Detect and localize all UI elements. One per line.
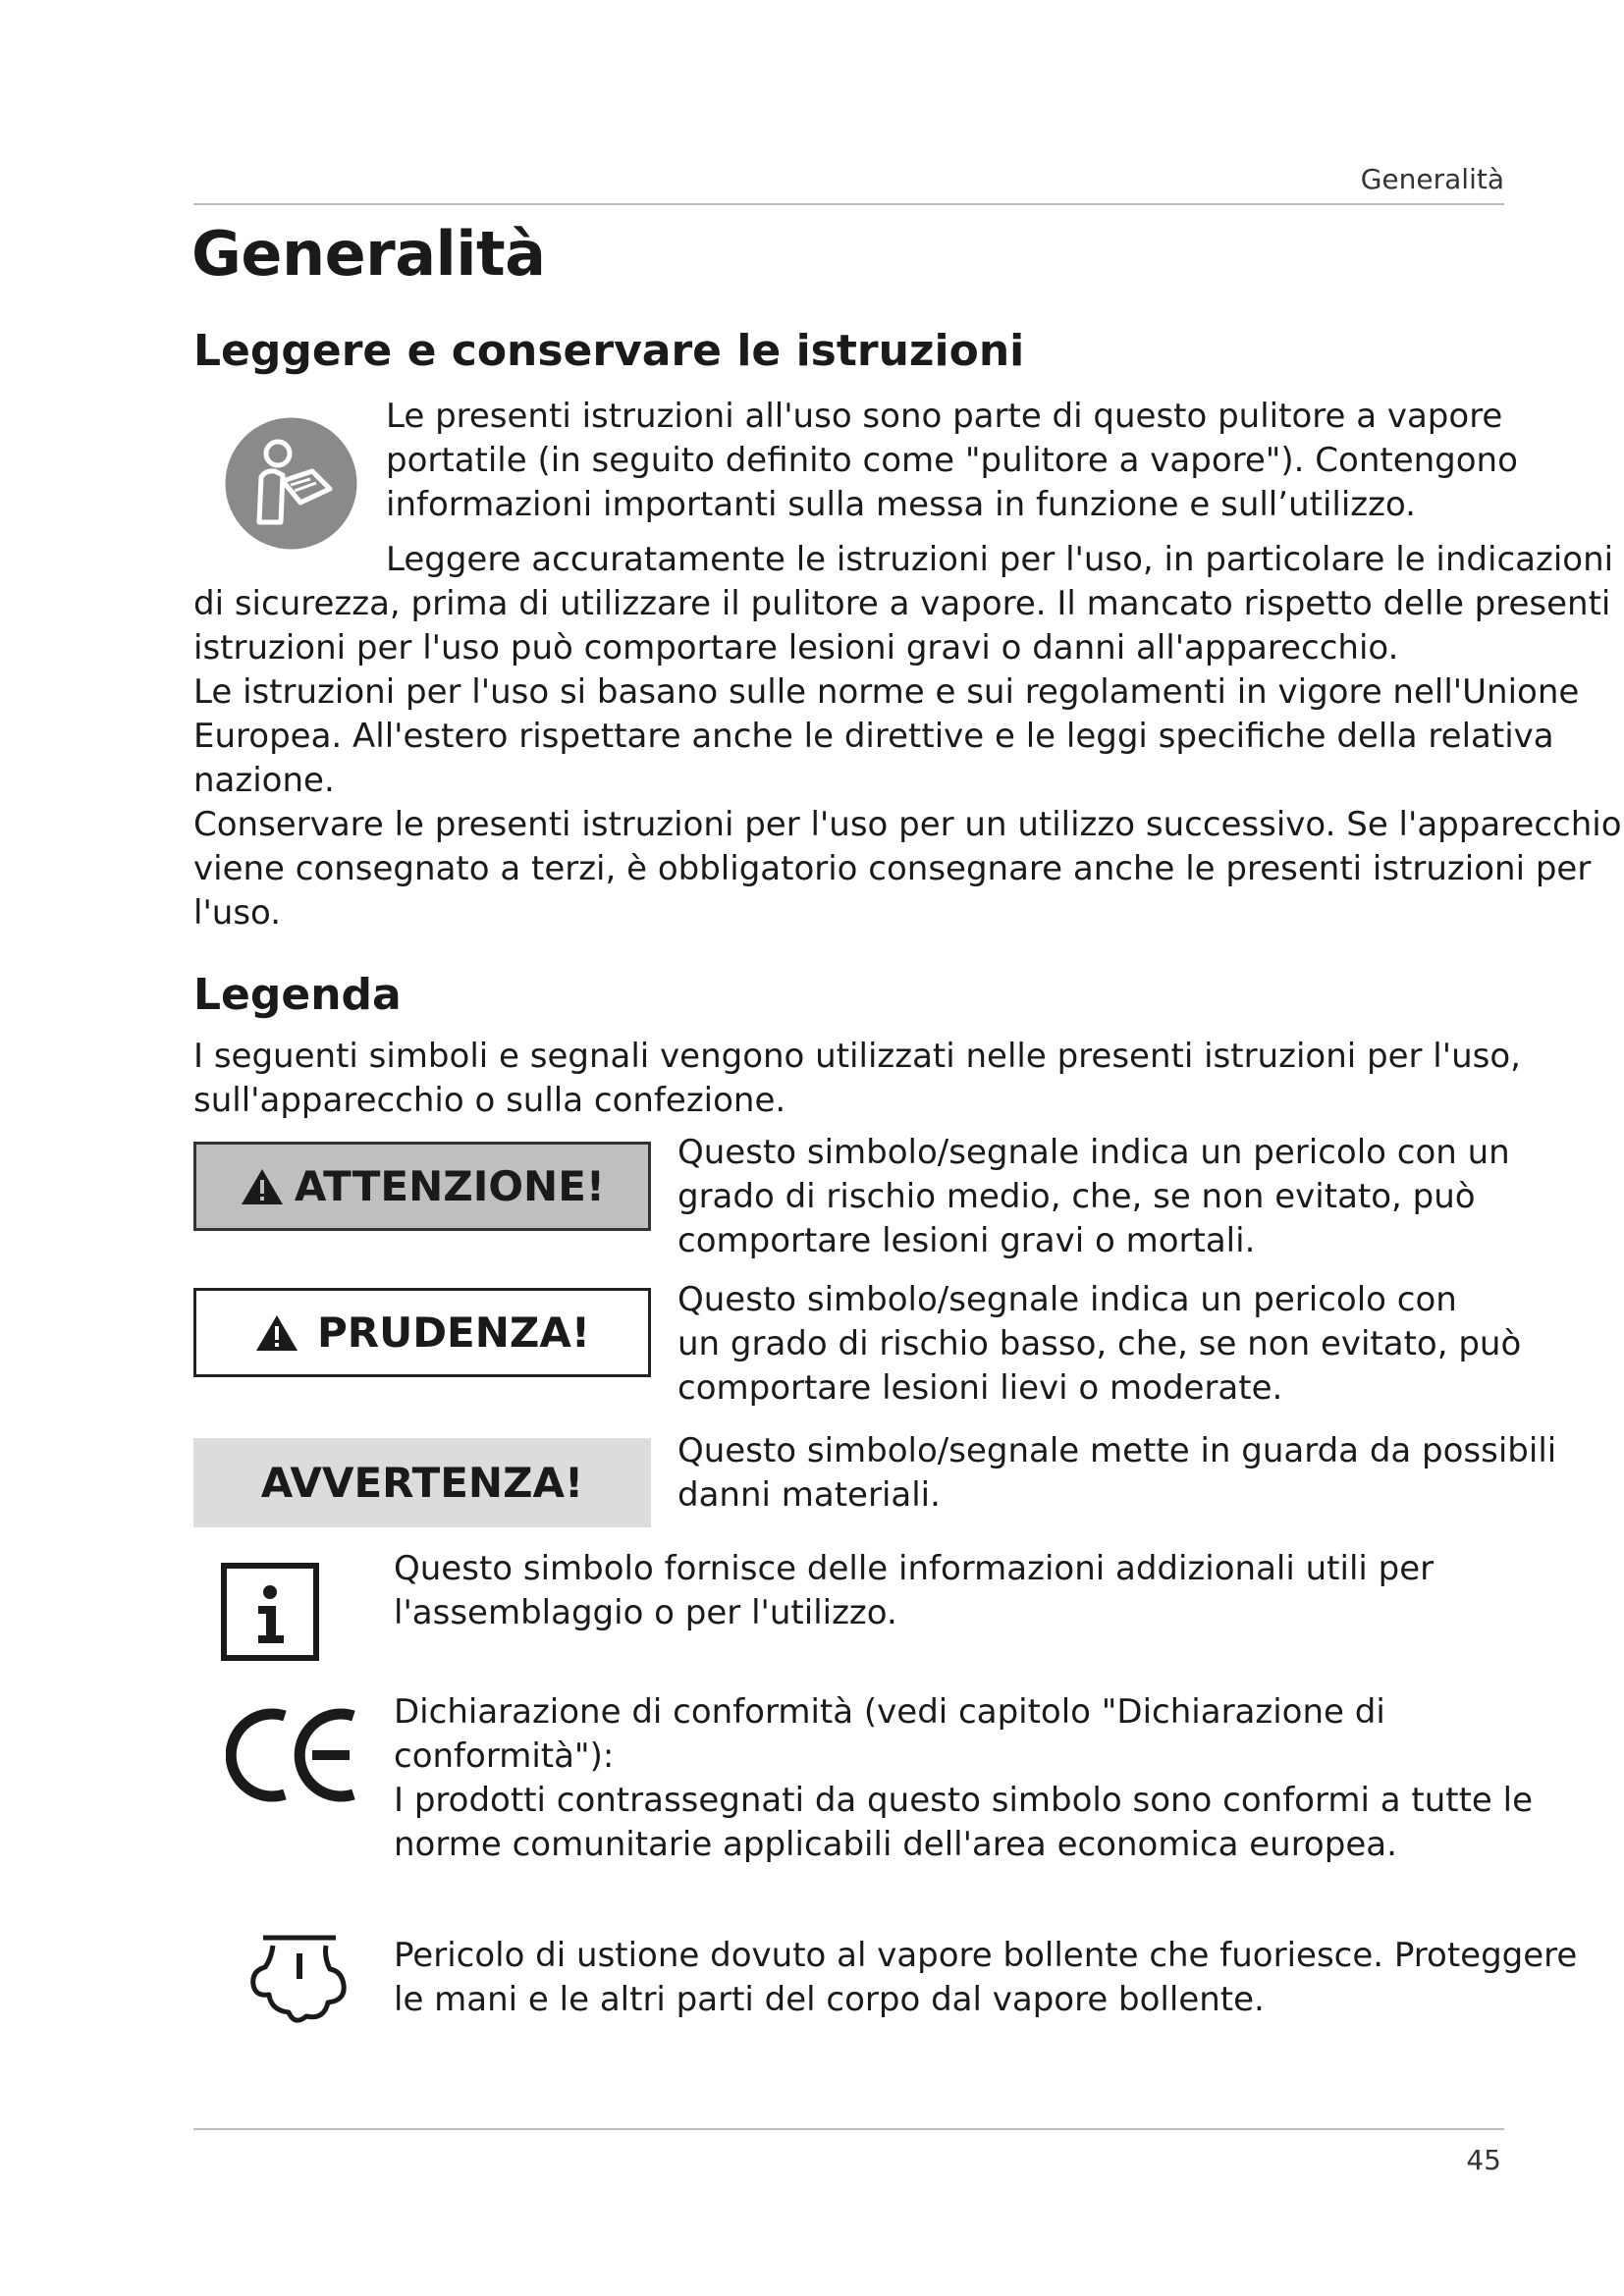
signal-description-avvertenza <box>677 1429 1556 1518</box>
text-line: informazioni importanti sulla messa in funzione e sull’utilizzo. <box>386 485 1416 524</box>
read-manual-icon <box>224 416 358 551</box>
instructions-body <box>193 538 1622 935</box>
text-line: conformità"): <box>394 1736 615 1776</box>
text-line: un grado di rischio basso, che, se non evitato, può <box>677 1324 1522 1363</box>
text-line: I prodotti contrassegnati da questo simbolo sono conformi a tutte le <box>394 1781 1534 1820</box>
info-icon <box>221 1563 319 1661</box>
text-line: di sicurezza, prima di utilizzare il pulitore a vapore. Il mancato rispetto delle presenti <box>193 584 1611 623</box>
text-line: Dichiarazione di conformità (vedi capitolo "Dichiarazione di <box>394 1692 1385 1732</box>
text-line: Le presenti istruzioni all'uso sono parte di questo pulitore a vapore <box>386 397 1503 436</box>
footer-rule <box>193 2128 1504 2130</box>
signal-box-attenzione <box>193 1142 651 1231</box>
text-line: viene consegnato a terzi, è obbligatorio consegnare anche le presenti istruzioni per <box>193 849 1592 888</box>
signal-description-prudenza <box>677 1278 1521 1411</box>
warning-triangle-icon <box>254 1313 299 1353</box>
text-line: comportare lesioni gravi o mortali. <box>677 1221 1256 1260</box>
text-line: grado di rischio medio, che, se non evitato, può <box>677 1177 1476 1216</box>
warning-triangle-icon <box>240 1167 285 1206</box>
text-line: l'uso. <box>193 893 282 933</box>
section-heading-legend: Legenda <box>193 970 402 1020</box>
text-line: comportare lesioni lievi o moderate. <box>677 1368 1283 1408</box>
text-line: istruzioni per l'uso può comportare lesioni gravi o danni all'apparecchio. <box>193 628 1399 667</box>
signal-description-attenzione <box>677 1131 1510 1263</box>
text-line: norme comunitarie applicabili dell'area economica europea. <box>394 1825 1397 1864</box>
text-line: Le istruzioni per l'uso si basano sulle norme e sui regolamenti in vigore nell'Unione <box>193 672 1580 712</box>
page-title: Generalità <box>191 218 546 290</box>
text-line: sull'apparecchio o sulla confezione. <box>193 1081 786 1120</box>
text-line: Leggere accuratamente le istruzioni per l'uso, in particolare le indicazioni <box>386 540 1614 579</box>
signal-label: PRUDENZA! <box>316 1308 591 1357</box>
text-line: Europea. All'estero rispettare anche le direttive e le leggi specifiche della relativa <box>193 717 1554 756</box>
text-line: Conservare le presenti istruzioni per l'uso per un utilizzo successivo. Se l'apparecchio <box>193 805 1622 844</box>
text-line: Questo simbolo/segnale mette in guarda da possibili <box>677 1431 1557 1470</box>
signal-label: AVVERTENZA! <box>260 1459 584 1507</box>
text-line: I seguenti simboli e segnali vengono utilizzati nelle presenti istruzioni per l'uso, <box>193 1037 1521 1076</box>
text-line: Questo simbolo fornisce delle informazioni addizionali utili per <box>394 1549 1435 1588</box>
page-number: 45 <box>1466 2144 1501 2176</box>
signal-box-avvertenza <box>193 1438 651 1527</box>
text-line: danni materiali. <box>677 1475 941 1515</box>
ce-mark-icon <box>226 1708 359 1802</box>
signal-label: ATTENZIONE! <box>294 1162 606 1210</box>
ce-description <box>394 1690 1533 1867</box>
info-description <box>394 1547 1434 1635</box>
text-line: l'assemblaggio o per l'utilizzo. <box>394 1593 897 1632</box>
text-line: Pericolo di ustione dovuto al vapore bollente che fuoriesce. Proteggere <box>394 1936 1578 1975</box>
signal-box-prudenza <box>193 1288 651 1377</box>
section-heading-instructions: Leggere e conservare le istruzioni <box>193 326 1025 376</box>
header-rule <box>193 203 1504 205</box>
running-header: Generalità <box>1360 163 1504 195</box>
hot-steam-icon <box>245 1932 353 2030</box>
text-line: nazione. <box>193 761 335 800</box>
text-line: Questo simbolo/segnale indica un pericolo con <box>677 1280 1457 1319</box>
text-line: le mani e le altri parti del corpo dal vapore bollente. <box>394 1980 1265 2019</box>
text-line: Questo simbolo/segnale indica un pericolo con un <box>677 1133 1510 1172</box>
text-line: portatile (in seguito definito come "pulitore a vapore"). Contengono <box>386 441 1518 480</box>
instructions-intro <box>386 395 1518 527</box>
legend-intro <box>193 1035 1521 1123</box>
steam-description <box>394 1934 1577 2022</box>
